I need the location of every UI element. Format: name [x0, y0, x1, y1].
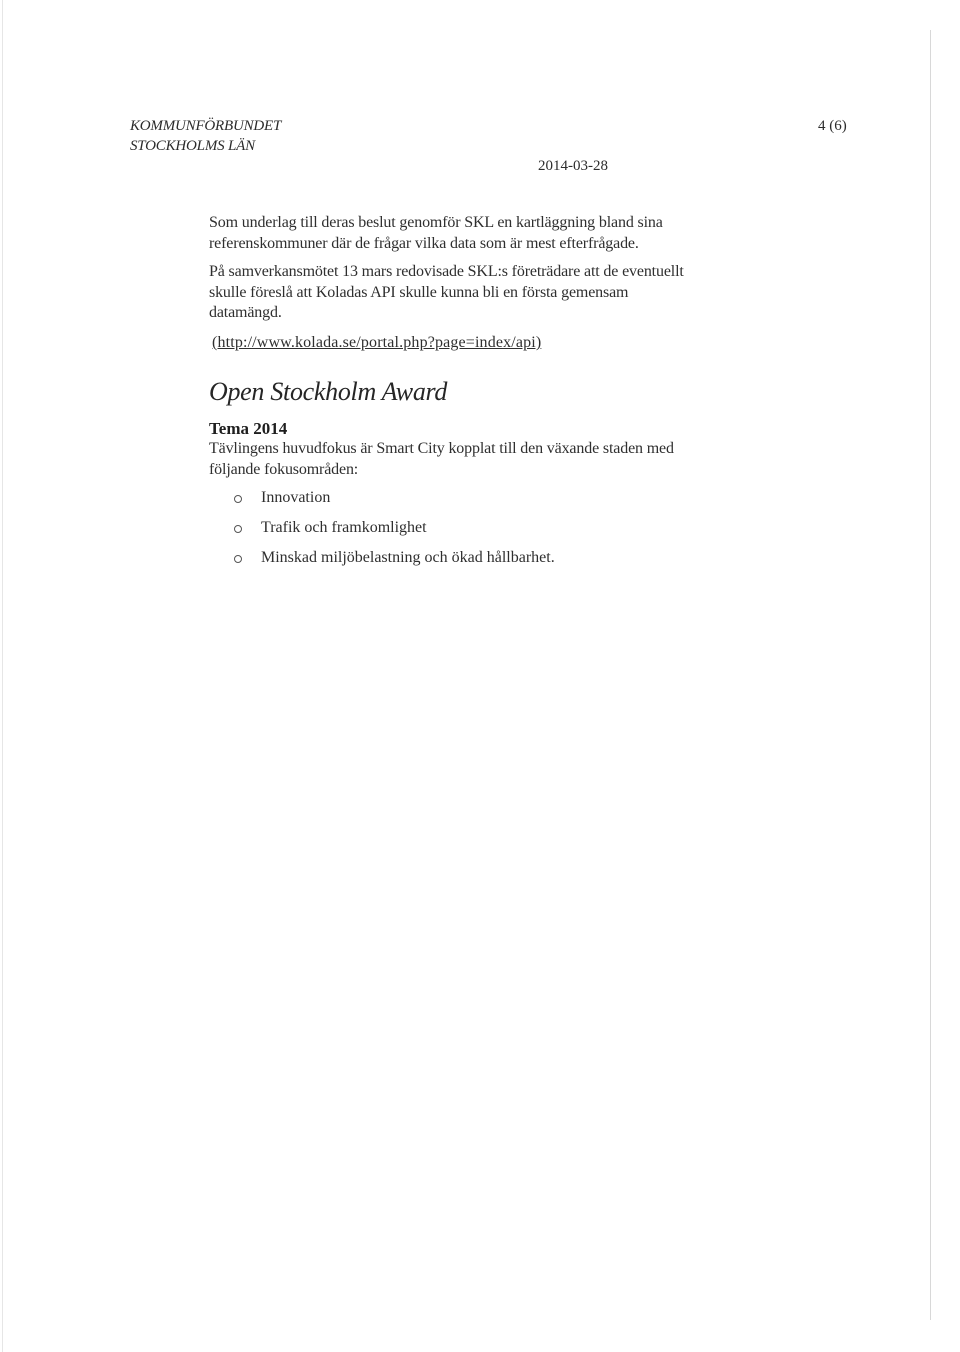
list-item-label: Minskad miljöbelastning och ökad hållbarhet. [261, 549, 555, 566]
bullet-icon [234, 495, 242, 503]
list-item [234, 487, 555, 517]
focus-area-list [234, 487, 555, 577]
section-heading: Open Stockholm Award [209, 377, 448, 406]
list-item-label: Innovation [261, 489, 331, 506]
paragraph-meeting [209, 262, 809, 324]
paragraph-survey [209, 213, 809, 254]
bullet-icon [234, 525, 242, 533]
document-date: 2014-03-28 [538, 158, 608, 174]
kolada-api-link[interactable]: (http://www.kolada.se/portal.php?page=index/api) [212, 334, 542, 351]
paragraph-line: På samverkansmötet 13 mars redovisade SKL:s företrädare att de eventuellt [209, 263, 684, 280]
paragraph-line: datamängd. [209, 304, 282, 321]
list-item [234, 547, 555, 577]
page-number: 4 (6) [818, 118, 847, 134]
organization-line-1: KOMMUNFÖRBUNDET [130, 118, 282, 134]
paragraph-line: Som underlag till deras beslut genomför SKL en kartläggning bland sina [209, 214, 663, 231]
scan-edge-left [2, 0, 3, 1352]
paragraph-focus [209, 439, 809, 480]
paragraph-line: följande fokusområden: [209, 460, 359, 478]
bullet-icon [234, 555, 242, 563]
scan-edge-right [930, 30, 931, 1320]
section-subheading: Tema 2014 [209, 419, 288, 438]
list-item-label: Trafik och framkomlighet [261, 519, 427, 536]
organization-name [130, 116, 281, 156]
list-item [234, 517, 555, 547]
paragraph-line: skulle föreslå att Koladas API skulle kunna bli en första gemensam [209, 283, 629, 301]
organization-line-2: STOCKHOLMS LÄN [130, 138, 255, 154]
paragraph-line: referenskommuner där de frågar vilka data som är mest efterfrågade. [209, 234, 639, 252]
paragraph-line: Tävlingens huvudfokus är Smart City kopplat till den växande staden med [209, 440, 674, 457]
